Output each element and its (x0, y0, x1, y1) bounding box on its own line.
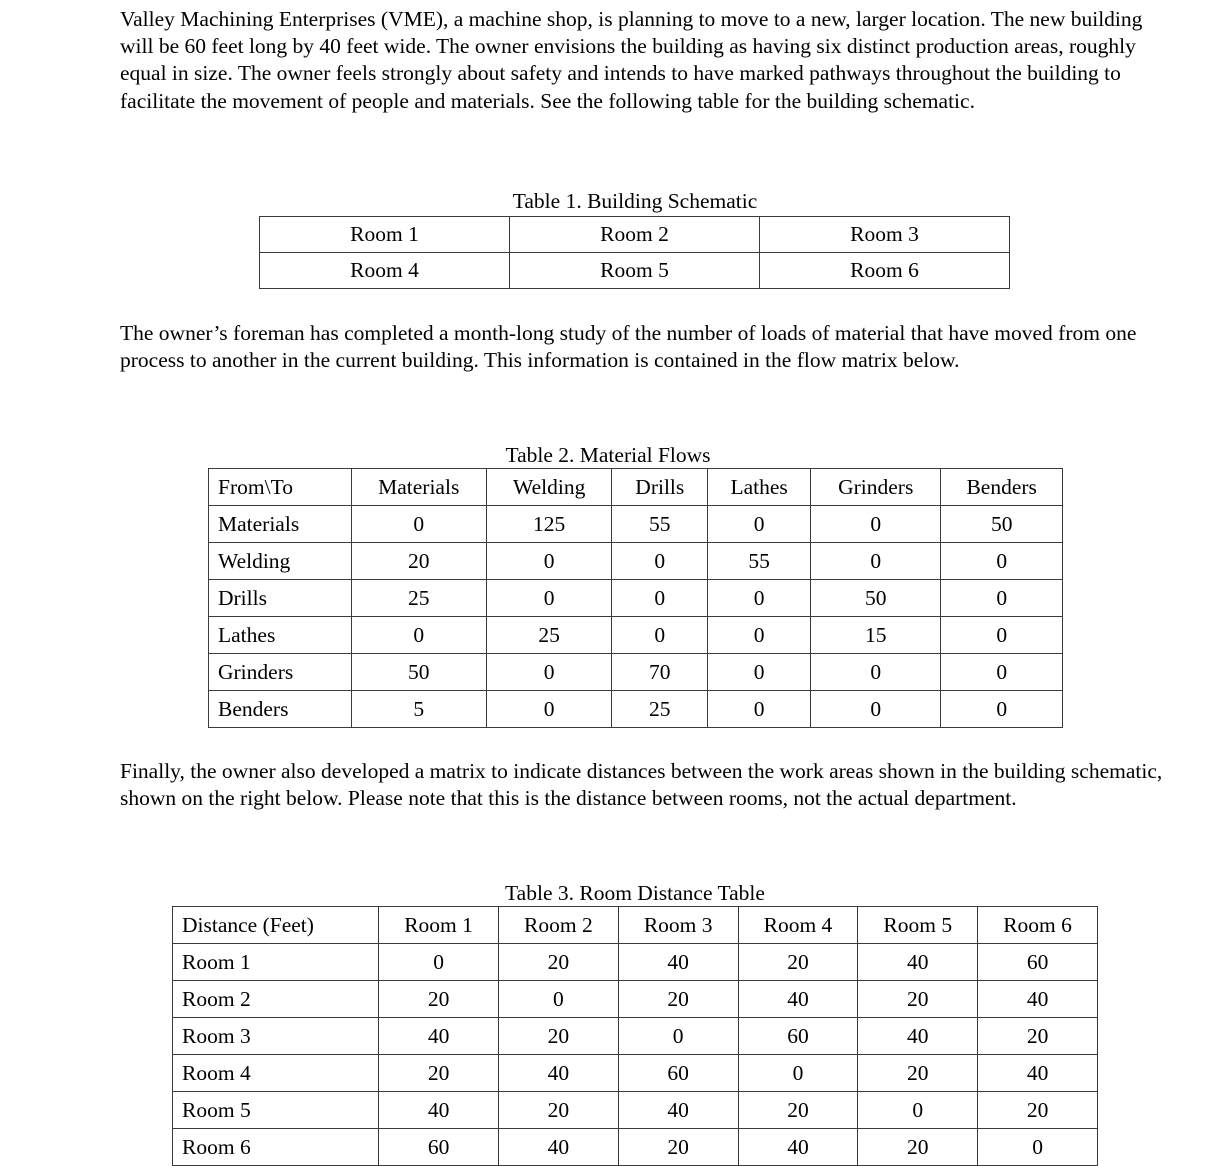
table-row (173, 1129, 1098, 1166)
paragraph-intro: Valley Machining Enterprises (VME), a machine shop, is planning to move to a new, larger location. The new building will be 60 feet long by 40 feet wide. The owner envisions the building as having six distinct production areas, roughly equal in size. The owner feels strongly about safety and intends to have marked pathways throughout the building to facilitate the movement of people and materials. See the following table for the building schematic. (120, 7, 1143, 113)
flow-cell: 15 (811, 617, 941, 654)
distance-cell: 0 (738, 1055, 858, 1092)
flow-cell: 25 (351, 580, 486, 617)
distance-cell: 20 (379, 1055, 499, 1092)
flow-cell: 0 (708, 580, 811, 617)
distance-cell: 20 (978, 1018, 1098, 1055)
flow-cell: 0 (486, 580, 611, 617)
distance-cell: 60 (978, 944, 1098, 981)
table-header-row (209, 469, 1063, 506)
distance-cell: 20 (618, 981, 738, 1018)
material-flows-table (208, 468, 1063, 728)
flow-cell: 0 (351, 506, 486, 543)
building-schematic-table (259, 216, 1010, 289)
table-2-row-label: Benders (209, 691, 352, 728)
distance-cell: 20 (498, 1018, 618, 1055)
flow-cell: 50 (941, 506, 1063, 543)
table-row (173, 1055, 1098, 1092)
flow-cell: 0 (612, 580, 708, 617)
flow-cell: 50 (351, 654, 486, 691)
table-row (173, 1092, 1098, 1129)
distance-cell: 20 (379, 981, 499, 1018)
room-cell: Room 6 (760, 253, 1010, 289)
distance-cell: 40 (858, 944, 978, 981)
table-3-row-label: Room 2 (173, 981, 379, 1018)
flow-cell: 0 (811, 506, 941, 543)
flow-cell: 25 (612, 691, 708, 728)
flow-cell: 0 (708, 617, 811, 654)
distance-cell: 40 (618, 944, 738, 981)
flow-cell: 0 (811, 691, 941, 728)
flow-cell: 55 (612, 506, 708, 543)
table-row (173, 981, 1098, 1018)
table-row (209, 617, 1063, 654)
table-row (209, 506, 1063, 543)
flow-cell: 0 (708, 506, 811, 543)
flow-cell: 0 (941, 543, 1063, 580)
distance-cell: 0 (618, 1018, 738, 1055)
flow-cell: 0 (708, 654, 811, 691)
distance-cell: 40 (379, 1018, 499, 1055)
flow-cell: 125 (486, 506, 611, 543)
table-2-row-label: Drills (209, 580, 352, 617)
distance-cell: 20 (858, 981, 978, 1018)
table-2-column-header: Grinders (811, 469, 941, 506)
distance-cell: 40 (738, 1129, 858, 1166)
distance-cell: 40 (498, 1129, 618, 1166)
distance-cell: 40 (618, 1092, 738, 1129)
table-row (209, 580, 1063, 617)
distance-cell: 60 (618, 1055, 738, 1092)
table-2-row-label: Welding (209, 543, 352, 580)
flow-cell: 0 (351, 617, 486, 654)
room-cell: Room 2 (510, 217, 760, 253)
table-row (173, 1018, 1098, 1055)
distance-cell: 40 (978, 1055, 1098, 1092)
table-3-row-label: Room 1 (173, 944, 379, 981)
flow-cell: 0 (486, 654, 611, 691)
table-2-column-header: Materials (351, 469, 486, 506)
table-3-column-header: Room 6 (978, 907, 1098, 944)
table-2-column-header: Benders (941, 469, 1063, 506)
table-2-row-label: Lathes (209, 617, 352, 654)
table-3-column-header: Room 4 (738, 907, 858, 944)
flow-cell: 25 (486, 617, 611, 654)
table-3-column-header: Room 5 (858, 907, 978, 944)
flow-cell: 50 (811, 580, 941, 617)
table-1-caption: Table 1. Building Schematic (512, 189, 758, 213)
paragraph-distance-intro: Finally, the owner also developed a matrix to indicate distances between the work areas shown in the building schematic, shown on the right below. Please note that this is the distance between rooms, not the actual department. (120, 759, 1163, 811)
table-row (260, 253, 1010, 289)
table-2-column-header: Lathes (708, 469, 811, 506)
room-cell: Room 3 (760, 217, 1010, 253)
distance-cell: 40 (978, 981, 1098, 1018)
table-3-row-label: Room 4 (173, 1055, 379, 1092)
distance-cell: 40 (379, 1092, 499, 1129)
table-3-column-header: Room 3 (618, 907, 738, 944)
table-2-column-header: Drills (612, 469, 708, 506)
table-row (260, 217, 1010, 253)
table-3-column-header: Room 1 (379, 907, 499, 944)
distance-cell: 0 (978, 1129, 1098, 1166)
room-cell: Room 5 (510, 253, 760, 289)
distance-cell: 0 (498, 981, 618, 1018)
distance-cell: 60 (379, 1129, 499, 1166)
table-header-row (173, 907, 1098, 944)
table-2-column-header: Welding (486, 469, 611, 506)
table-3-corner-label: Distance (Feet) (173, 907, 379, 944)
paragraph-flows-intro: The owner’s foreman has completed a month-long study of the number of loads of material that have moved from one process to another in the current building. This information is contained in the flow matrix below. (120, 321, 1137, 373)
table-row (209, 543, 1063, 580)
flow-cell: 0 (941, 691, 1063, 728)
table-3-caption: Table 3. Room Distance Table (505, 881, 765, 905)
flow-cell: 5 (351, 691, 486, 728)
flow-cell: 0 (811, 654, 941, 691)
flow-cell: 0 (941, 654, 1063, 691)
flow-cell: 20 (351, 543, 486, 580)
table-row (209, 691, 1063, 728)
distance-cell: 20 (858, 1129, 978, 1166)
table-3-column-header: Room 2 (498, 907, 618, 944)
distance-cell: 0 (858, 1092, 978, 1129)
table-3-row-label: Room 6 (173, 1129, 379, 1166)
distance-cell: 20 (738, 1092, 858, 1129)
flow-cell: 0 (486, 691, 611, 728)
flow-cell: 70 (612, 654, 708, 691)
table-3-row-label: Room 3 (173, 1018, 379, 1055)
flow-cell: 0 (708, 691, 811, 728)
table-2-caption: Table 2. Material Flows (505, 443, 711, 467)
table-3-row-label: Room 5 (173, 1092, 379, 1129)
flow-cell: 0 (486, 543, 611, 580)
table-2-corner-label: From\To (209, 469, 352, 506)
table-row (209, 654, 1063, 691)
flow-cell: 0 (941, 617, 1063, 654)
distance-cell: 20 (978, 1092, 1098, 1129)
table-2-row-label: Grinders (209, 654, 352, 691)
room-cell: Room 1 (260, 217, 510, 253)
distance-cell: 20 (738, 944, 858, 981)
table-2-row-label: Materials (209, 506, 352, 543)
distance-cell: 0 (379, 944, 499, 981)
distance-cell: 20 (498, 944, 618, 981)
room-distance-table (172, 906, 1098, 1166)
distance-cell: 60 (738, 1018, 858, 1055)
distance-cell: 40 (858, 1018, 978, 1055)
flow-cell: 0 (811, 543, 941, 580)
distance-cell: 40 (738, 981, 858, 1018)
flow-cell: 0 (612, 617, 708, 654)
room-cell: Room 4 (260, 253, 510, 289)
flow-cell: 0 (941, 580, 1063, 617)
flow-cell: 55 (708, 543, 811, 580)
distance-cell: 20 (498, 1092, 618, 1129)
distance-cell: 20 (618, 1129, 738, 1166)
table-row (173, 944, 1098, 981)
flow-cell: 0 (612, 543, 708, 580)
distance-cell: 40 (498, 1055, 618, 1092)
distance-cell: 20 (858, 1055, 978, 1092)
